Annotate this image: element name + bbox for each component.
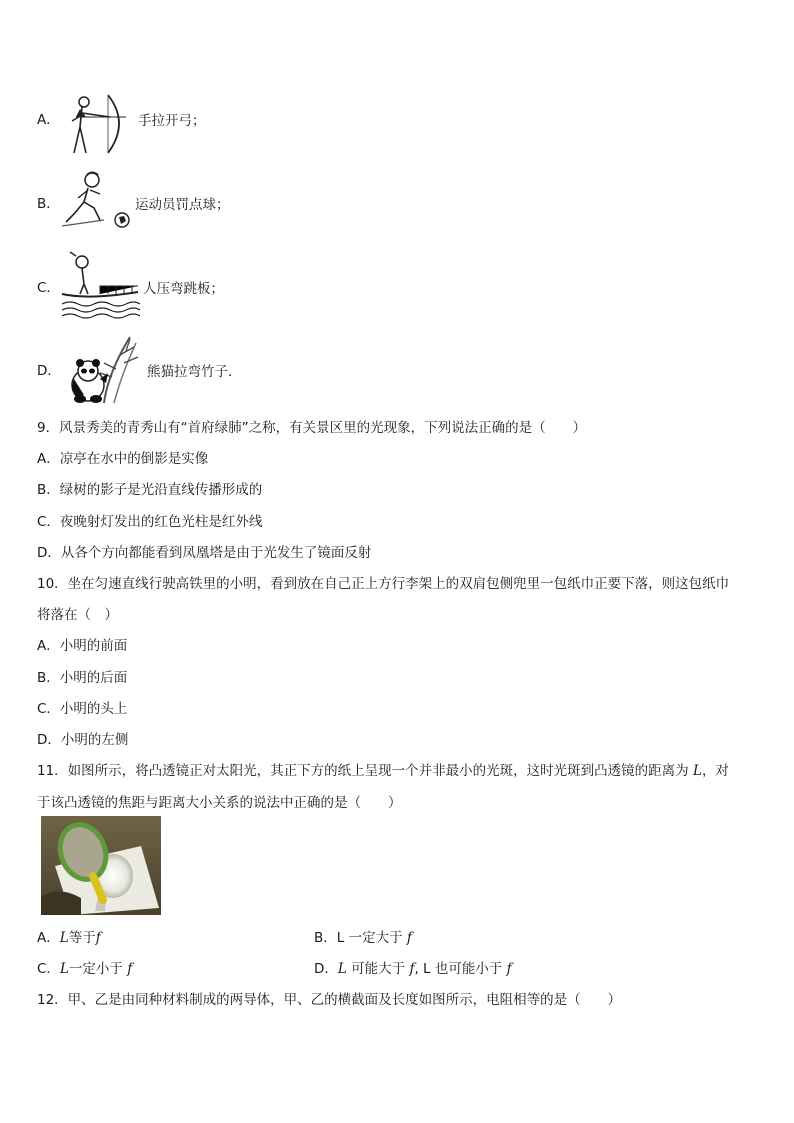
option-text: 一定小于 — [68, 961, 128, 977]
stem-text: ，对 — [701, 763, 729, 779]
option-letter: C． — [37, 280, 60, 296]
variable-f: f — [406, 930, 412, 946]
variable-l: L — [59, 930, 69, 946]
option-text: 人压弯跳板； — [143, 281, 224, 297]
diving-board-icon — [60, 250, 140, 322]
option-prefix: B．L 一定大于 — [314, 930, 407, 946]
magnifier-sunlight-photo — [41, 816, 161, 915]
option-c — [37, 957, 132, 977]
option-text: 运动员罚点球； — [135, 197, 230, 213]
option-a — [37, 926, 101, 946]
question-stem: 12．甲、乙是由同种材料制成的两导体，甲、乙的横截面及长度如图所示，电阻相等的是（ ） — [37, 992, 622, 1008]
question-stem: 9．风景秀美的青秀山有“首府绿肺”之称，有关景区里的光现象，下列说法正确的是（ ） — [37, 420, 587, 436]
option-text: 可能大于 — [346, 961, 410, 977]
variable-f: f — [506, 961, 512, 977]
option-text: 手拉开弓； — [138, 113, 206, 129]
question-stem-line1: 10．坐在匀速直线行驶高铁里的小明，看到放在自己正上方行李架上的双肩包侧兜里一包纸巾正要下落，则这包纸巾 — [37, 576, 730, 592]
option-b: B．小明的后面 — [37, 670, 128, 686]
variable-f: f — [95, 930, 101, 946]
option-d — [314, 957, 512, 977]
option-c: C．夜晚射灯发出的红色光柱是红外线 — [37, 514, 263, 530]
option-prefix: D． — [314, 961, 338, 977]
option-letter: B． — [37, 196, 60, 212]
variable-f: f — [127, 961, 133, 977]
option-text: , L 也可能小于 — [414, 961, 507, 977]
archer-bow-icon — [64, 93, 130, 157]
option-prefix: A． — [37, 930, 60, 946]
variable-f: f — [409, 961, 415, 977]
question-stem-line1 — [37, 759, 729, 779]
option-c: C．小明的头上 — [37, 701, 128, 717]
stem-text: 11．如图所示，将凸透镜正对太阳光，其正下方的纸上呈现一个并非最小的光斑，这时光斑到凸透镜的距离为 — [37, 763, 693, 779]
option-a: A．凉亭在水中的倒影是实像 — [37, 451, 209, 467]
option-text: 等于 — [68, 930, 96, 946]
variable-l: L — [59, 961, 69, 977]
option-b — [314, 926, 412, 946]
option-d: D．从各个方向都能看到凤凰塔是由于光发生了镜面反射 — [37, 545, 372, 561]
option-a: A．小明的前面 — [37, 638, 128, 654]
panda-bamboo-icon — [64, 333, 142, 405]
option-letter: D． — [37, 363, 61, 379]
soccer-kick-icon — [60, 168, 132, 234]
option-b: B．绿树的影子是光沿直线传播形成的 — [37, 482, 263, 498]
option-d: D．小明的左侧 — [37, 732, 129, 748]
question-stem-line2: 于该凸透镜的焦距与距离大小关系的说法中正确的是（ ） — [37, 795, 402, 811]
option-prefix: C． — [37, 961, 60, 977]
variable-l: L — [692, 763, 702, 779]
option-letter: A． — [37, 112, 60, 128]
variable-l: L — [337, 961, 347, 977]
question-stem-line2: 将落在（ ） — [37, 607, 118, 623]
option-text: 熊猫拉弯竹子． — [147, 364, 242, 380]
